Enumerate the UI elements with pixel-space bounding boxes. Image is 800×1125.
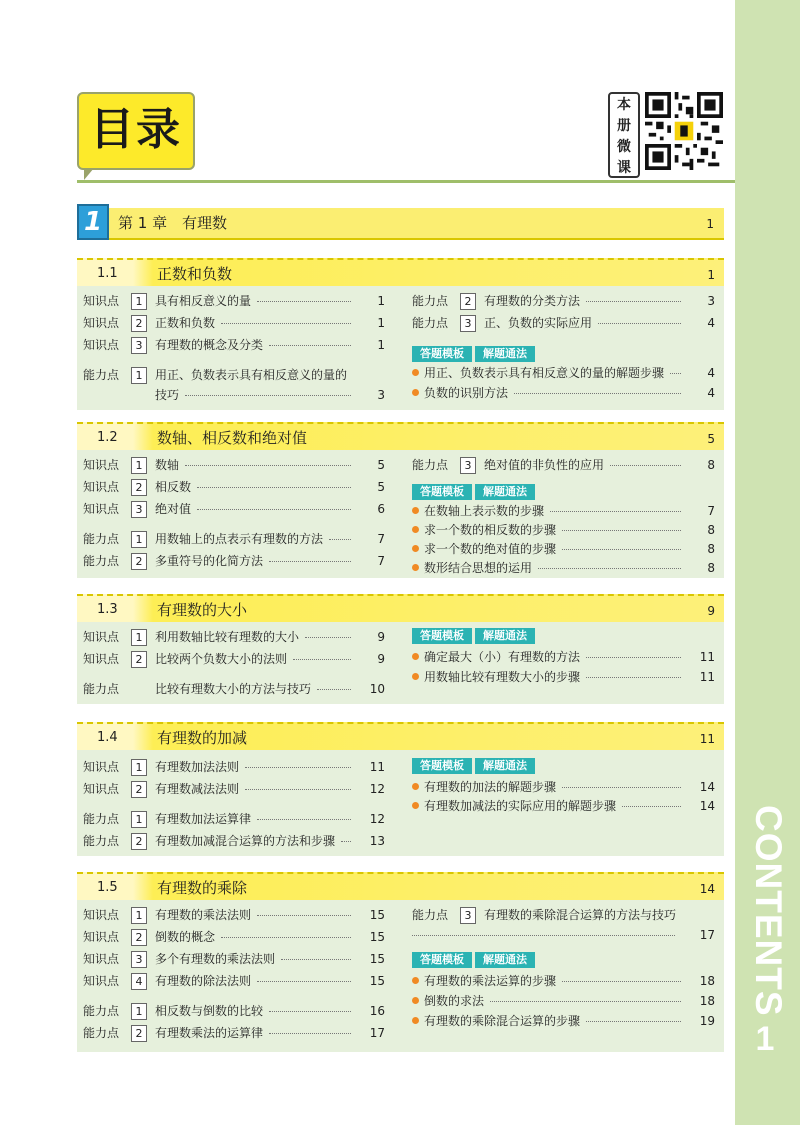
entry-number-box: 3 [131, 501, 147, 518]
badge-answer-template: 答题模板 [412, 346, 472, 362]
entry-number-box: 4 [131, 973, 147, 990]
entry-page: 11 [369, 760, 385, 774]
entry-number-box: 3 [460, 315, 476, 332]
bullet-dot-icon [412, 526, 419, 533]
entry-page: 7 [377, 554, 385, 568]
toc-entry[interactable] [83, 680, 385, 698]
template-entry[interactable] [412, 540, 715, 558]
toc-entry[interactable] [83, 832, 385, 850]
section-page: 5 [707, 432, 715, 446]
entry-type-label: 知识点 [83, 782, 120, 796]
badge-solution-method: 解题通法 [475, 484, 535, 500]
entry-title: 相反数 [155, 480, 192, 494]
entry-page: 17 [699, 928, 715, 942]
leader-dots [586, 657, 681, 658]
page-title-box [77, 92, 195, 170]
bullet-dot-icon [412, 1017, 419, 1024]
entry-page: 18 [699, 974, 715, 988]
template-entry[interactable] [412, 364, 715, 382]
entry-page: 3 [377, 388, 385, 402]
entry-type-label: 知识点 [83, 480, 120, 494]
toc-entry[interactable] [412, 906, 715, 924]
entry-type-label: 知识点 [83, 974, 120, 988]
leader-dots [598, 323, 681, 324]
leader-dots [622, 806, 681, 807]
section-title: 有理数的乘除 [157, 879, 248, 897]
entry-type-label: 能力点 [412, 316, 449, 330]
entry-number-box: 2 [131, 479, 147, 496]
entry-number-box: 3 [131, 337, 147, 354]
toc-entry[interactable] [83, 628, 385, 646]
leader-dots [245, 767, 351, 768]
section-heading[interactable] [77, 258, 724, 286]
bullet-dot-icon [412, 673, 419, 680]
chapter-number: 1 [83, 207, 103, 237]
badge-solution-method: 解题通法 [475, 628, 535, 644]
badge-answer-template: 答题模板 [412, 952, 472, 968]
side-page-number: 1 [755, 1020, 775, 1058]
toc-entry[interactable] [83, 1002, 385, 1020]
entry-number-box: 1 [131, 293, 147, 310]
entry-number-box: 2 [131, 929, 147, 946]
entry-title: 有理数的乘除混合运算的步骤 [424, 1014, 581, 1028]
entry-type-label: 能力点 [412, 908, 449, 922]
leader-dots [514, 393, 681, 394]
entry-page: 1 [377, 316, 385, 330]
entry-title: 正数和负数 [155, 316, 216, 330]
entry-page: 12 [369, 782, 385, 796]
entry-type-label: 知识点 [83, 760, 120, 774]
entry-title: 绝对值的非负性的应用 [484, 458, 605, 472]
entry-type-label: 能力点 [83, 1026, 120, 1040]
entry-title: 数形结合思想的运用 [424, 561, 533, 575]
entry-page: 8 [707, 523, 715, 537]
template-entry[interactable] [412, 778, 715, 796]
leader-dots [197, 487, 351, 488]
entry-title: 绝对值 [155, 502, 192, 516]
entry-title: 多重符号的化简方法 [155, 554, 264, 568]
entry-title: 有理数的加法的解题步骤 [424, 780, 557, 794]
entry-number-box: 1 [131, 1003, 147, 1020]
chapter-name: 有理数 [182, 214, 228, 232]
toc-entry[interactable] [83, 928, 385, 946]
entry-page: 11 [699, 650, 715, 664]
toc-entry[interactable] [83, 906, 385, 924]
leader-dots [257, 301, 351, 302]
entry-type-label: 知识点 [83, 630, 120, 644]
entry-page: 3 [707, 294, 715, 308]
entry-page: 5 [377, 458, 385, 472]
entry-title: 相反数与倒数的比较 [155, 1004, 264, 1018]
entry-title: 具有相反意义的量 [155, 294, 252, 308]
toc-entry[interactable] [83, 758, 385, 776]
entry-type-label: 知识点 [83, 908, 120, 922]
template-entry[interactable] [412, 559, 715, 577]
leader-dots [317, 689, 351, 690]
entry-title: 有理数加减法的实际应用的解题步骤 [424, 799, 617, 813]
toc-entry[interactable] [83, 950, 385, 968]
entry-number-box: 3 [131, 951, 147, 968]
entry-title: 负数的识别方法 [424, 386, 509, 400]
toc-entry[interactable] [83, 500, 385, 518]
template-entry[interactable] [412, 1012, 715, 1030]
toc-entry[interactable] [83, 456, 385, 474]
entry-title: 在数轴上表示数的步骤 [424, 504, 545, 518]
entry-title: 求一个数的相反数的步骤 [424, 523, 557, 537]
toc-entry[interactable] [83, 478, 385, 496]
entry-number-box: 1 [131, 907, 147, 924]
entry-page: 13 [369, 834, 385, 848]
toc-entry-continued[interactable] [83, 386, 385, 404]
leader-dots [586, 301, 681, 302]
badge-answer-template: 答题模板 [412, 758, 472, 774]
leader-dots [586, 677, 681, 678]
entry-number-box: 2 [131, 315, 147, 332]
entry-title: 有理数的除法法则 [155, 974, 252, 988]
section-number: 1.3 [97, 602, 118, 617]
template-entry[interactable] [412, 502, 715, 520]
title-box-tail [84, 168, 94, 180]
entry-type-label: 能力点 [83, 682, 120, 696]
entry-type-label: 知识点 [83, 952, 120, 966]
entry-number-box: 2 [460, 293, 476, 310]
entry-type-label: 能力点 [83, 1004, 120, 1018]
entry-type-label: 能力点 [83, 812, 120, 826]
answer-template-badge [412, 952, 535, 968]
leader-dots [269, 1033, 351, 1034]
entry-title: 正、负数的实际应用 [484, 316, 593, 330]
template-entry[interactable] [412, 992, 715, 1010]
template-entry[interactable] [412, 648, 715, 666]
entry-page: 4 [707, 316, 715, 330]
bullet-dot-icon [412, 507, 419, 514]
entry-number-box: 2 [131, 833, 147, 850]
entry-page: 15 [369, 930, 385, 944]
entry-title: 倒数的概念 [155, 930, 216, 944]
entry-page: 15 [369, 952, 385, 966]
leader-dots [490, 1001, 681, 1002]
chapter-label: 第 1 章 [118, 214, 168, 232]
weike-char: 本 [617, 97, 631, 113]
weike-char: 册 [617, 118, 631, 134]
template-entry[interactable] [412, 521, 715, 539]
entry-title: 有理数减法法则 [155, 782, 240, 796]
section-heading[interactable] [77, 422, 724, 450]
qr-code-icon[interactable] [645, 92, 723, 170]
entry-page: 1 [377, 338, 385, 352]
entry-page: 19 [699, 1014, 715, 1028]
toc-entry[interactable] [83, 530, 385, 548]
toc-entry[interactable] [83, 552, 385, 570]
entry-page: 15 [369, 908, 385, 922]
leader-dots [305, 637, 351, 638]
entry-title: 有理数加法法则 [155, 760, 240, 774]
entry-title: 有理数的乘法运算的步骤 [424, 974, 557, 988]
badge-solution-method: 解题通法 [475, 952, 535, 968]
entry-title: 用数轴上的点表示有理数的方法 [155, 532, 324, 546]
entry-page: 8 [707, 561, 715, 575]
entry-page: 9 [377, 630, 385, 644]
badge-answer-template: 答题模板 [412, 628, 472, 644]
entry-type-label: 能力点 [412, 458, 449, 472]
section-title: 有理数的加减 [157, 729, 248, 747]
entry-title: 比较两个负数大小的法则 [155, 652, 288, 666]
entry-title: 用正、负数表示具有相反意义的量的解题步骤 [424, 366, 665, 380]
toc-entry[interactable] [83, 314, 385, 332]
bullet-dot-icon [412, 977, 419, 984]
section-number: 1.2 [97, 430, 118, 445]
entry-type-label: 知识点 [83, 458, 120, 472]
entry-title: 有理数的乘除混合运算的方法与技巧 [484, 908, 677, 922]
entry-page: 1 [377, 294, 385, 308]
section-number: 1.1 [97, 266, 118, 281]
section-title: 数轴、相反数和绝对值 [157, 429, 308, 447]
leader-dots [586, 1021, 681, 1022]
entry-page: 16 [369, 1004, 385, 1018]
leader-dots [562, 549, 681, 550]
leader-dots [245, 789, 351, 790]
leader-dots [197, 509, 351, 510]
bullet-dot-icon [412, 369, 419, 376]
bullet-dot-icon [412, 802, 419, 809]
toc-entry[interactable] [83, 810, 385, 828]
entry-page: 4 [707, 386, 715, 400]
entry-number-box: 1 [131, 531, 147, 548]
toc-entry-continued[interactable] [412, 926, 715, 944]
entry-title: 比较有理数大小的方法与技巧 [155, 682, 312, 696]
contents-word: CONTENTS [748, 805, 789, 1017]
entry-page: 4 [707, 366, 715, 380]
section-page: 14 [699, 882, 715, 896]
section-heading[interactable] [77, 722, 724, 750]
entry-page: 6 [377, 502, 385, 516]
entry-page: 18 [699, 994, 715, 1008]
leader-dots [412, 935, 675, 936]
leader-dots [610, 465, 681, 466]
entry-number-box: 2 [131, 651, 147, 668]
entry-title: 多个有理数的乘法法则 [155, 952, 276, 966]
toc-entry[interactable] [83, 972, 385, 990]
entry-title: 用正、负数表示具有相反意义的量的 [155, 368, 348, 382]
badge-solution-method: 解题通法 [475, 346, 535, 362]
entry-title: 用数轴比较有理数大小的步骤 [424, 670, 581, 684]
toc-entry[interactable] [83, 336, 385, 354]
leader-dots [293, 659, 351, 660]
entry-title: 有理数加减混合运算的方法和步骤 [155, 834, 336, 848]
entry-title: 利用数轴比较有理数的大小 [155, 630, 300, 644]
answer-template-badge [412, 346, 535, 362]
header-rule [77, 180, 735, 183]
entry-type-label: 知识点 [83, 502, 120, 516]
entry-type-label: 知识点 [83, 294, 120, 308]
entry-title: 有理数的分类方法 [484, 294, 581, 308]
entry-title: 确定最大（小）有理数的方法 [424, 650, 581, 664]
entry-type-label: 能力点 [83, 834, 120, 848]
leader-dots [329, 539, 351, 540]
entry-number-box: 1 [131, 759, 147, 776]
weike-char: 课 [617, 160, 631, 176]
leader-dots [269, 561, 351, 562]
entry-title: 数轴 [155, 458, 180, 472]
entry-number-box: 1 [131, 367, 147, 384]
leader-dots [538, 568, 681, 569]
template-entry[interactable] [412, 797, 715, 815]
entry-page: 8 [707, 458, 715, 472]
leader-dots [341, 841, 351, 842]
template-entry[interactable] [412, 384, 715, 402]
leader-dots [221, 937, 351, 938]
template-entry[interactable] [412, 972, 715, 990]
entry-page: 14 [699, 780, 715, 794]
section-heading[interactable] [77, 872, 724, 900]
chapter-number-badge [77, 204, 109, 240]
chapter-heading[interactable] [77, 208, 724, 240]
entry-title: 有理数的概念及分类 [155, 338, 264, 352]
section-page: 11 [699, 732, 715, 746]
entry-page: 10 [369, 682, 385, 696]
entry-type-label: 知识点 [83, 316, 120, 330]
toc-entry[interactable] [83, 780, 385, 798]
side-contents-label [735, 805, 800, 1058]
toc-entry[interactable] [412, 456, 715, 474]
entry-title: 技巧 [155, 388, 180, 402]
leader-dots [257, 915, 351, 916]
section-page: 1 [707, 268, 715, 282]
entry-number-box: 1 [131, 629, 147, 646]
section-title: 有理数的大小 [157, 601, 248, 619]
leader-dots [562, 981, 681, 982]
entry-page: 7 [707, 504, 715, 518]
entry-page: 9 [377, 652, 385, 666]
entry-number-box: 2 [131, 781, 147, 798]
leader-dots [221, 323, 351, 324]
entry-page: 14 [699, 799, 715, 813]
toc-entry[interactable] [83, 292, 385, 310]
entry-type-label: 知识点 [83, 338, 120, 352]
entry-type-label: 知识点 [83, 930, 120, 944]
toc-entry[interactable] [83, 366, 385, 384]
entry-page: 8 [707, 542, 715, 556]
entry-page: 11 [699, 670, 715, 684]
entry-title: 有理数加法运算律 [155, 812, 252, 826]
entry-number-box: 3 [460, 907, 476, 924]
entry-number-box: 3 [460, 457, 476, 474]
entry-type-label: 能力点 [412, 294, 449, 308]
bullet-dot-icon [412, 545, 419, 552]
toc-entry[interactable] [83, 650, 385, 668]
section-heading[interactable] [77, 594, 724, 622]
leader-dots [269, 1011, 351, 1012]
answer-template-badge [412, 628, 535, 644]
entry-number-box: 2 [131, 1025, 147, 1042]
entry-page: 5 [377, 480, 385, 494]
badge-answer-template: 答题模板 [412, 484, 472, 500]
answer-template-badge [412, 484, 535, 500]
leader-dots [185, 465, 351, 466]
section-number: 1.5 [97, 880, 118, 895]
page-title: 目录 [90, 104, 182, 155]
entry-type-label: 能力点 [83, 554, 120, 568]
leader-dots [257, 981, 351, 982]
bullet-dot-icon [412, 564, 419, 571]
entry-title: 求一个数的绝对值的步骤 [424, 542, 557, 556]
toc-entry[interactable] [412, 314, 715, 332]
entry-number-box: 1 [131, 457, 147, 474]
entry-number-box: 1 [131, 811, 147, 828]
entry-page: 17 [369, 1026, 385, 1040]
weike-label [608, 92, 640, 178]
section-number: 1.4 [97, 730, 118, 745]
leader-dots [185, 395, 351, 396]
entry-title: 有理数的乘法法则 [155, 908, 252, 922]
leader-dots [562, 787, 681, 788]
answer-template-badge [412, 758, 535, 774]
bullet-dot-icon [412, 783, 419, 790]
toc-entry[interactable] [83, 1024, 385, 1042]
entry-title: 倒数的求法 [424, 994, 485, 1008]
toc-entry[interactable] [412, 292, 715, 310]
entry-page: 12 [369, 812, 385, 826]
chapter-page: 1 [706, 217, 714, 231]
bullet-dot-icon [412, 653, 419, 660]
bullet-dot-icon [412, 389, 419, 396]
entry-title: 有理数乘法的运算律 [155, 1026, 264, 1040]
section-title: 正数和负数 [157, 265, 233, 283]
leader-dots [281, 959, 351, 960]
badge-solution-method: 解题通法 [475, 758, 535, 774]
entry-type-label: 知识点 [83, 652, 120, 666]
leader-dots [269, 345, 351, 346]
entry-page: 7 [377, 532, 385, 546]
entry-type-label: 能力点 [83, 368, 120, 382]
weike-char: 微 [617, 139, 631, 155]
template-entry[interactable] [412, 668, 715, 686]
leader-dots [550, 511, 681, 512]
leader-dots [562, 530, 681, 531]
entry-type-label: 能力点 [83, 532, 120, 546]
section-page: 9 [707, 604, 715, 618]
leader-dots [257, 819, 351, 820]
bullet-dot-icon [412, 997, 419, 1004]
entry-page: 15 [369, 974, 385, 988]
leader-dots [670, 373, 681, 374]
entry-number-box: 2 [131, 553, 147, 570]
